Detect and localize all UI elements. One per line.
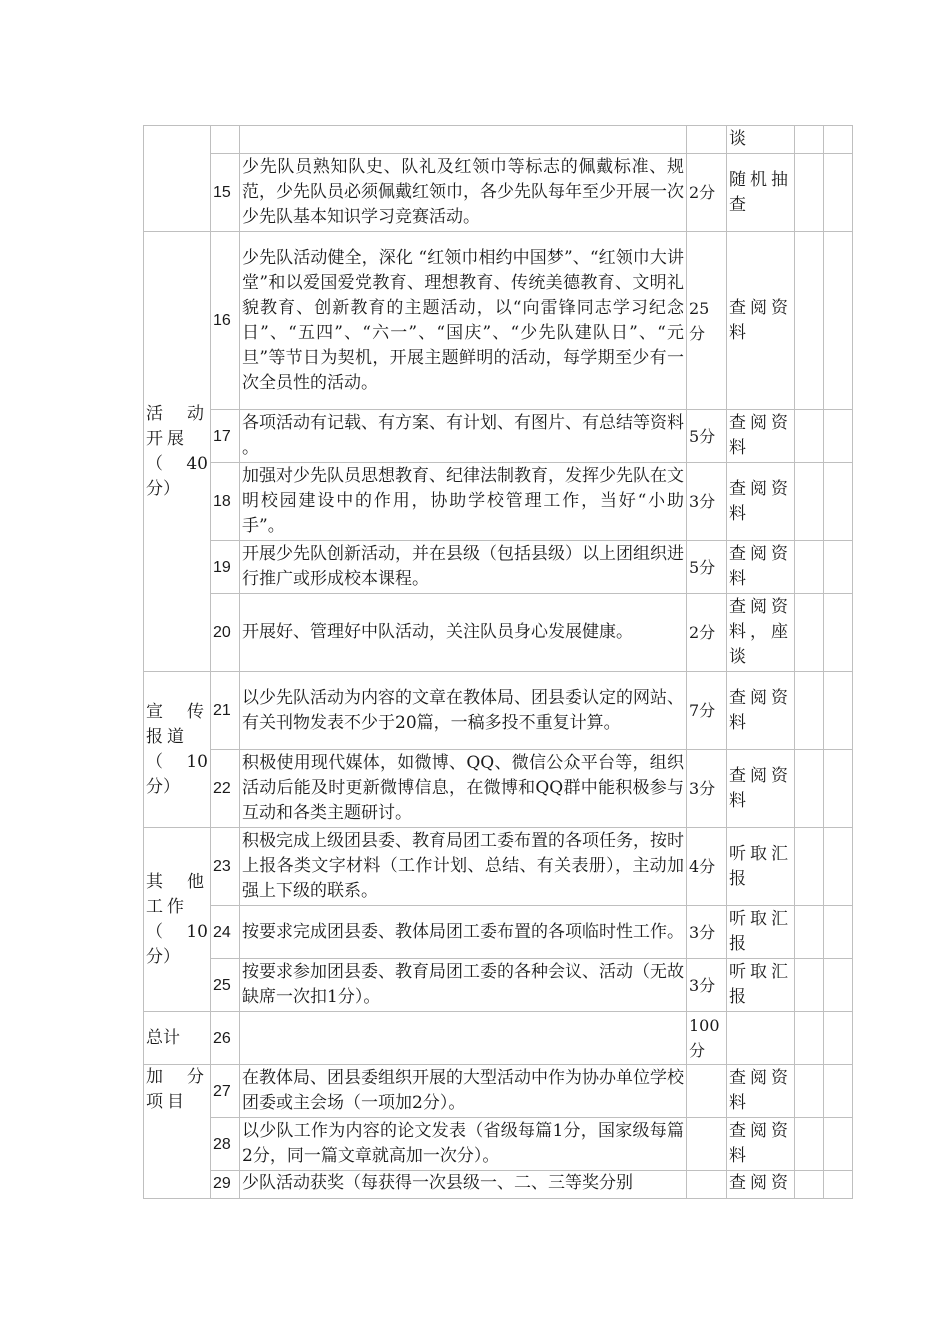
item-score: 3分 bbox=[687, 750, 727, 828]
blank-cell bbox=[824, 750, 853, 828]
item-score: 3分 bbox=[687, 463, 727, 541]
item-number: 16 bbox=[211, 232, 240, 410]
item-score bbox=[687, 126, 727, 154]
item-content: 加强对少先队员思想教育、纪律法制教育，发挥少先队在文明校园建设中的作用，协助学校管理工作，当好“小助手”。 bbox=[240, 463, 687, 541]
blank-cell bbox=[824, 1065, 853, 1118]
item-score: 100分 bbox=[687, 1012, 727, 1065]
item-number: 26 bbox=[211, 1012, 240, 1065]
blank-cell bbox=[824, 154, 853, 232]
item-score: 2分 bbox=[687, 594, 727, 672]
table-row bbox=[144, 672, 853, 750]
table-row bbox=[144, 154, 853, 232]
item-content: 以少先队活动为内容的文章在教体局、团县委认定的网站、有关刊物发表不少于20篇，一稿多投不重复计算。 bbox=[240, 672, 687, 750]
item-content bbox=[240, 126, 687, 154]
blank-cell bbox=[824, 594, 853, 672]
blank-cell bbox=[795, 126, 824, 154]
item-number: 27 bbox=[211, 1065, 240, 1118]
blank-cell bbox=[824, 410, 853, 463]
item-score: 3分 bbox=[687, 906, 727, 959]
item-method: 谈 bbox=[727, 126, 795, 154]
blank-cell bbox=[824, 1118, 853, 1171]
blank-cell bbox=[795, 410, 824, 463]
item-number: 25 bbox=[211, 959, 240, 1012]
blank-cell bbox=[795, 594, 824, 672]
blank-cell bbox=[824, 828, 853, 906]
category-name: 活动开展 bbox=[146, 403, 208, 449]
category-bonus bbox=[144, 1065, 211, 1199]
table-row bbox=[144, 1171, 853, 1199]
blank-cell bbox=[795, 1012, 824, 1065]
item-content: 开展好、管理好中队活动，关注队员身心发展健康。 bbox=[240, 594, 687, 672]
item-method bbox=[727, 1012, 795, 1065]
item-number: 29 bbox=[211, 1171, 240, 1199]
item-number: 17 bbox=[211, 410, 240, 463]
item-content: 少先队员熟知队史、队礼及红领巾等标志的佩戴标准、规范，少先队员必须佩戴红领巾，各少先队每年至少开展一次少先队基本知识学习竞赛活动。 bbox=[240, 154, 687, 232]
item-method: 查阅资料 bbox=[727, 410, 795, 463]
item-number: 21 bbox=[211, 672, 240, 750]
blank-cell bbox=[824, 232, 853, 410]
item-method: 查阅资料 bbox=[727, 750, 795, 828]
category-other bbox=[144, 828, 211, 1012]
table-row bbox=[144, 750, 853, 828]
category-name: 宣传报道 bbox=[146, 701, 208, 747]
blank-cell bbox=[795, 1118, 824, 1171]
item-content: 在教体局、团县委组织开展的大型活动中作为协办单位学校团委或主会场（一项加2分）。 bbox=[240, 1065, 687, 1118]
blank-cell bbox=[824, 1171, 853, 1199]
item-score: 5分 bbox=[687, 410, 727, 463]
item-method: 查阅资料 bbox=[727, 1065, 795, 1118]
item-content: 按要求参加团县委、教育局团工委的各种会议、活动（无故缺席一次扣1分）。 bbox=[240, 959, 687, 1012]
category-activity bbox=[144, 232, 211, 672]
item-number: 18 bbox=[211, 463, 240, 541]
category-points: （ 10分） bbox=[146, 921, 208, 967]
table-row bbox=[144, 959, 853, 1012]
item-score: 7分 bbox=[687, 672, 727, 750]
blank-cell bbox=[795, 672, 824, 750]
blank-cell bbox=[824, 672, 853, 750]
item-score: 5分 bbox=[687, 541, 727, 594]
item-score bbox=[687, 1118, 727, 1171]
table-row bbox=[144, 906, 853, 959]
item-method: 听取汇报 bbox=[727, 959, 795, 1012]
blank-cell bbox=[795, 959, 824, 1012]
blank-cell bbox=[795, 1065, 824, 1118]
item-number: 28 bbox=[211, 1118, 240, 1171]
item-method: 查阅资料 bbox=[727, 672, 795, 750]
blank-cell bbox=[824, 959, 853, 1012]
category-points: （ 10分） bbox=[146, 751, 208, 797]
item-score: 25分 bbox=[687, 232, 727, 410]
item-number bbox=[211, 126, 240, 154]
item-content: 开展少先队创新活动，并在县级（包括县级）以上团组织进行推广或形成校本课程。 bbox=[240, 541, 687, 594]
table-row bbox=[144, 1065, 853, 1118]
blank-cell bbox=[824, 126, 853, 154]
category-publicity bbox=[144, 672, 211, 828]
item-method: 查阅资料 bbox=[727, 463, 795, 541]
item-content: 以少队工作为内容的论文发表（省级每篇1分，国家级每篇2分，同一篇文章就高加一次分）。 bbox=[240, 1118, 687, 1171]
blank-cell bbox=[795, 906, 824, 959]
item-method: 查阅资料 bbox=[727, 232, 795, 410]
item-number: 19 bbox=[211, 541, 240, 594]
blank-cell bbox=[795, 828, 824, 906]
blank-cell bbox=[795, 541, 824, 594]
item-method: 听取汇报 bbox=[727, 906, 795, 959]
blank-cell bbox=[824, 463, 853, 541]
item-content: 少队活动获奖（每获得一次县级一、二、三等奖分别 bbox=[240, 1171, 687, 1199]
blank-cell bbox=[824, 1012, 853, 1065]
blank-cell bbox=[824, 906, 853, 959]
table-row bbox=[144, 1118, 853, 1171]
item-score bbox=[687, 1171, 727, 1199]
item-number: 15 bbox=[211, 154, 240, 232]
item-score: 3分 bbox=[687, 959, 727, 1012]
item-score: 2分 bbox=[687, 154, 727, 232]
blank-cell bbox=[824, 541, 853, 594]
table-row bbox=[144, 828, 853, 906]
table-row bbox=[144, 541, 853, 594]
table-row bbox=[144, 410, 853, 463]
item-score bbox=[687, 1065, 727, 1118]
table-row bbox=[144, 463, 853, 541]
category-points: （ 40分） bbox=[146, 453, 208, 499]
blank-cell bbox=[795, 463, 824, 541]
evaluation-table bbox=[143, 125, 853, 1199]
item-method: 查阅资料 bbox=[727, 541, 795, 594]
item-method: 随机抽查 bbox=[727, 154, 795, 232]
table-row bbox=[144, 594, 853, 672]
item-method: 查阅资 bbox=[727, 1171, 795, 1199]
category-cell-continued bbox=[144, 126, 211, 232]
item-number: 24 bbox=[211, 906, 240, 959]
category-name: 加分项目 bbox=[146, 1067, 208, 1112]
item-content: 少先队活动健全，深化 “红领巾相约中国梦”、“红领巾大讲堂”和以爱国爱党教育、理想教育、传统美德教育、文明礼貌教育、创新教育的主题活动，以“向雷锋同志学习纪念日”、“五四”、“六一”、“国庆”、“少先队建队日”、“元旦”等节日为契机，开展主题鲜明的活动，每学期至少有一次全员性的活动。 bbox=[240, 232, 687, 410]
table-row bbox=[144, 232, 853, 410]
item-content: 积极完成上级团县委、教育局团工委布置的各项任务，按时上报各类文字材料（工作计划、总结、有关表册），主动加强上下级的联系。 bbox=[240, 828, 687, 906]
total-row bbox=[144, 1012, 853, 1065]
blank-cell bbox=[795, 154, 824, 232]
item-content bbox=[240, 1012, 687, 1065]
item-method: 查阅资料，座谈 bbox=[727, 594, 795, 672]
item-content: 各项活动有记载、有方案、有计划、有图片、有总结等资料 。 bbox=[240, 410, 687, 463]
item-method: 听取汇报 bbox=[727, 828, 795, 906]
blank-cell bbox=[795, 1171, 824, 1199]
table-row bbox=[144, 126, 853, 154]
item-number: 23 bbox=[211, 828, 240, 906]
item-number: 22 bbox=[211, 750, 240, 828]
category-total: 总计 bbox=[144, 1012, 211, 1065]
item-number: 20 bbox=[211, 594, 240, 672]
item-score: 4分 bbox=[687, 828, 727, 906]
category-name: 其他工作 bbox=[146, 871, 208, 917]
item-content: 积极使用现代媒体，如微博、QQ、微信公众平台等，组织活动后能及时更新微博信息，在微博和QQ群中能积极参与互动和各类主题研讨。 bbox=[240, 750, 687, 828]
blank-cell bbox=[795, 750, 824, 828]
blank-cell bbox=[795, 232, 824, 410]
item-method: 查阅资料 bbox=[727, 1118, 795, 1171]
item-content: 按要求完成团县委、教体局团工委布置的各项临时性工作。 bbox=[240, 906, 687, 959]
